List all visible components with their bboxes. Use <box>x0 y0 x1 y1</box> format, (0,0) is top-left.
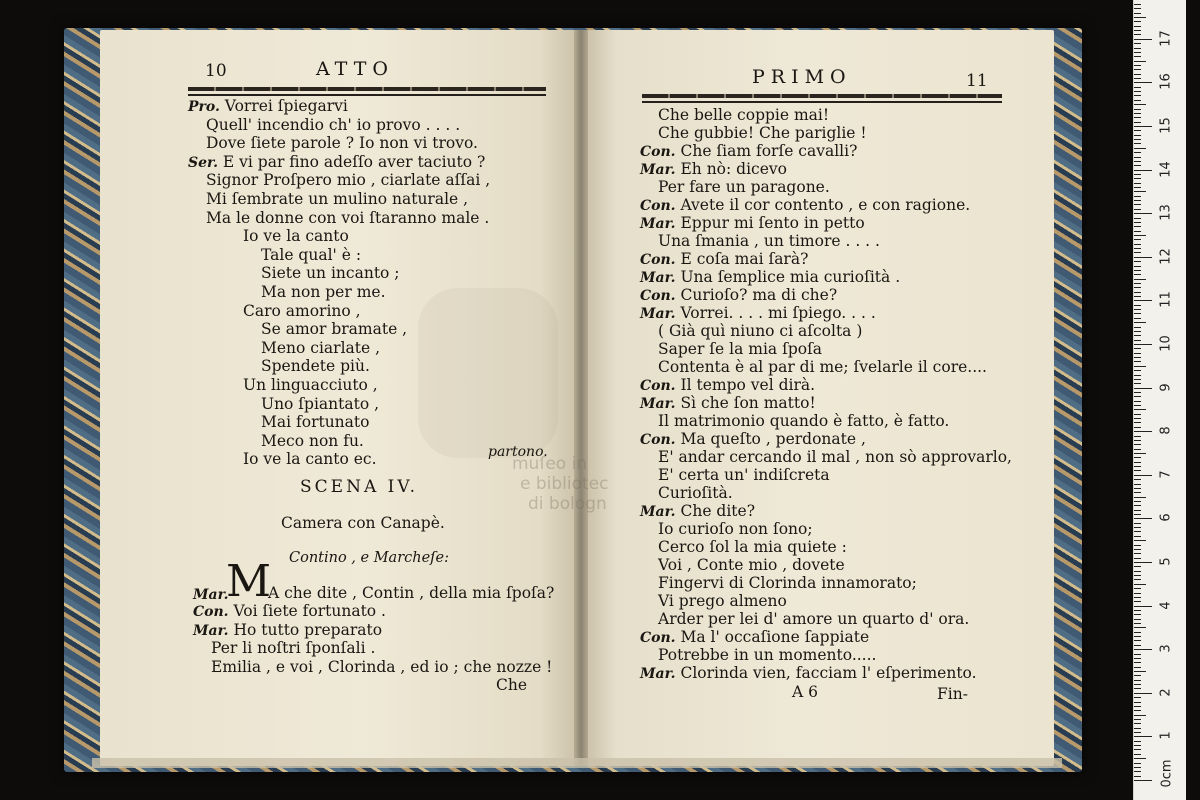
verse-line: Mar. Che dite? <box>640 502 756 520</box>
ruler-tick <box>1134 61 1146 62</box>
ruler-tick <box>1134 135 1141 136</box>
verse-line: Emilia , e voi , Clorinda , ed io ; che nozze ! <box>211 657 553 676</box>
scene-title: SCENA IV. <box>300 477 419 497</box>
ruler-tick <box>1134 518 1152 519</box>
verse-line: Tale qual' è : <box>261 245 362 264</box>
left-header-rule-2 <box>188 94 546 96</box>
speaker-label: Mar. <box>640 504 676 520</box>
ruler-tick <box>1134 279 1146 280</box>
verse-line: Per li noſtri ſponſali . <box>211 639 376 657</box>
ruler-label: 10 <box>1158 335 1174 352</box>
verse-line: Mi ſembrate un mulino naturale , <box>206 190 469 208</box>
ruler-tick <box>1134 196 1141 197</box>
ruler-tick <box>1134 702 1141 703</box>
ruler-tick <box>1134 335 1141 336</box>
ruler-tick <box>1134 466 1141 467</box>
ruler-label: 14 <box>1158 160 1174 178</box>
ruler-tick <box>1134 470 1141 471</box>
verse-line: Arder per lei d' amore un quarto d' ora. <box>658 610 970 628</box>
speaker-label: Con. <box>640 378 676 394</box>
ruler-tick <box>1134 165 1141 166</box>
ruler-tick <box>1134 514 1141 515</box>
ruler-tick <box>1134 283 1141 284</box>
verse-line: Ma non per me. <box>261 283 386 301</box>
ruler-tick <box>1134 409 1146 410</box>
ruler-tick <box>1134 693 1152 694</box>
page-edges <box>92 758 1062 768</box>
ruler-tick <box>1134 645 1141 646</box>
verse-line: Siete un incanto ; <box>261 264 400 283</box>
ruler-tick <box>1134 82 1152 83</box>
ruler-tick <box>1134 270 1141 271</box>
ruler-tick <box>1134 715 1146 716</box>
ruler-tick <box>1134 654 1141 655</box>
ruler-tick <box>1134 758 1146 759</box>
ruler-tick <box>1134 187 1141 188</box>
scene-setting: Camera con Canapè. <box>281 514 445 532</box>
verse-line: Ma le donne con voi ſtaranno male . <box>206 208 490 227</box>
ruler-tick <box>1134 161 1141 162</box>
ruler-tick <box>1134 126 1152 127</box>
ruler-tick <box>1134 619 1141 620</box>
ruler-tick <box>1134 170 1152 171</box>
verse-line: Fingervi di Clorinda innamorato; <box>658 574 917 592</box>
ruler-tick <box>1134 348 1141 349</box>
verse-line: Meco non fu. <box>261 431 364 450</box>
ruler-tick <box>1134 17 1146 18</box>
verse-line: Mar. Vorrei. . . . mi ſpiego. . . . <box>640 304 876 322</box>
ruler-tick <box>1134 261 1141 262</box>
verse-line: Il matrimonio quando è fatto, è fatto. <box>658 412 950 430</box>
ruler-tick <box>1134 623 1141 624</box>
verse-line: Con. Curioſo? ma di che? <box>640 286 838 304</box>
ruler-tick <box>1134 614 1141 615</box>
ruler-tick <box>1134 558 1141 559</box>
ruler-tick <box>1134 754 1141 755</box>
ruler-tick <box>1134 527 1141 528</box>
ruler-tick <box>1134 422 1141 423</box>
ruler-tick <box>1134 235 1146 236</box>
verse-line: Spendete più. <box>261 357 370 376</box>
ruler-tick <box>1134 436 1141 437</box>
ruler-tick <box>1134 640 1141 641</box>
ruler-tick <box>1134 109 1141 110</box>
ruler-tick <box>1134 56 1141 57</box>
ruler-tick <box>1134 209 1141 210</box>
ruler-tick <box>1134 497 1146 498</box>
verse-line: Caro amorino , <box>243 301 361 320</box>
signature-mark: A 6 <box>792 683 818 701</box>
ruler-tick <box>1134 444 1141 445</box>
ruler-tick <box>1134 662 1141 663</box>
speaker-label: Con. <box>640 288 676 304</box>
ruler-tick <box>1134 431 1152 432</box>
ruler-tick <box>1134 204 1141 205</box>
ruler-tick <box>1134 584 1146 585</box>
ruler-tick <box>1134 30 1141 31</box>
ruler-tick <box>1134 296 1141 297</box>
ruler-tick <box>1134 658 1141 659</box>
ruler-label: 6 <box>1158 513 1174 523</box>
ruler-tick <box>1134 440 1141 441</box>
speaker-label: Con. <box>640 144 676 160</box>
verse-line: Con. Ma queſto , perdonate , <box>640 430 866 448</box>
ruler-tick <box>1134 610 1141 611</box>
ruler-label: 2 <box>1158 688 1174 697</box>
ruler-tick <box>1134 309 1141 310</box>
ruler-tick <box>1134 87 1141 88</box>
ruler-tick <box>1134 675 1141 676</box>
ruler-tick <box>1134 65 1141 66</box>
ruler-tick <box>1134 684 1141 685</box>
speaker-label: Pro. <box>188 99 220 115</box>
ruler-tick <box>1134 719 1141 720</box>
ruler-tick <box>1134 579 1141 580</box>
speaker-label: Mar. <box>640 396 676 412</box>
ruler-tick <box>1134 357 1141 358</box>
ruler-tick <box>1134 505 1141 506</box>
ruler-tick <box>1134 174 1141 175</box>
left-page-number: 10 <box>205 61 227 81</box>
ruler-tick <box>1134 287 1141 288</box>
verse-line: Mar. Sì che ſon matto! <box>640 394 816 412</box>
ruler-tick <box>1134 148 1146 149</box>
ruler-tick <box>1134 4 1141 5</box>
ruler-tick <box>1134 69 1141 70</box>
verse-line: Un linguacciuto , <box>243 376 378 394</box>
verse-line: Mar. Ho tutto preparato <box>193 620 383 639</box>
ruler-tick <box>1134 627 1146 628</box>
ruler-tick <box>1134 418 1141 419</box>
watermark-text: muſeo in <box>512 454 588 474</box>
ruler-label: 11 <box>1158 291 1174 309</box>
verse-line: Mai fortunato <box>261 413 370 432</box>
ruler-tick <box>1134 300 1152 301</box>
ruler-tick <box>1134 48 1141 49</box>
verse-line: Vi prego almeno <box>658 592 787 610</box>
ruler-tick <box>1134 671 1146 672</box>
ruler-tick <box>1134 688 1141 689</box>
speaker-label: Mar. <box>640 270 676 286</box>
ruler-tick <box>1134 91 1141 92</box>
ruler-tick <box>1134 274 1141 275</box>
ruler-tick <box>1134 322 1146 323</box>
verse-line: Con. E coſa mai ſarà? <box>640 250 809 268</box>
verse-line: Se amor bramate , <box>261 320 408 339</box>
ruler-tick <box>1134 353 1141 354</box>
ruler-tick <box>1134 34 1141 35</box>
ruler-label: 8 <box>1158 426 1174 435</box>
ruler-label: 13 <box>1158 204 1174 221</box>
ruler-tick <box>1134 414 1141 415</box>
ruler-tick <box>1134 457 1141 458</box>
ruler-tick <box>1134 401 1141 402</box>
ruler-tick <box>1134 95 1141 96</box>
ruler-tick <box>1134 566 1141 567</box>
ruler-tick <box>1134 292 1141 293</box>
ruler-tick <box>1134 318 1141 319</box>
ruler-tick <box>1134 523 1141 524</box>
right-header-rule <box>642 94 1002 98</box>
verse-line: Quell' incendio ch' io provo . . . . <box>206 115 461 134</box>
speaker-label: Mar. <box>640 306 676 322</box>
verse-line: Che belle coppie mai! <box>658 106 830 124</box>
ruler-tick <box>1134 736 1152 737</box>
right-header-rule-2 <box>642 101 1002 103</box>
verse-line: Io ve la canto ec. <box>243 450 377 469</box>
right-catchword: Fin- <box>937 685 968 703</box>
ruler-label: 15 <box>1158 117 1174 134</box>
ruler-tick <box>1134 183 1141 184</box>
verse-line: Mar. Eh nò: dicevo <box>640 160 787 178</box>
measuring-ruler <box>1133 0 1186 800</box>
ruler-tick <box>1134 178 1141 179</box>
ruler-tick <box>1134 152 1141 153</box>
ruler-tick <box>1134 226 1141 227</box>
ruler-tick <box>1134 745 1141 746</box>
ruler-tick <box>1134 562 1152 563</box>
ruler-tick <box>1134 741 1141 742</box>
ruler-tick <box>1134 39 1152 40</box>
ruler-tick <box>1134 248 1141 249</box>
speaker-label: Con. <box>640 432 676 448</box>
scene-characters: Contino , e Marcheſe: <box>289 550 450 566</box>
ruler-tick <box>1134 479 1141 480</box>
ruler-tick <box>1134 732 1141 733</box>
speaker-label: Con. <box>640 252 676 268</box>
ruler-tick <box>1134 632 1141 633</box>
ruler-tick <box>1134 396 1141 397</box>
verse-line: E' andar cercando il mal , non sò approvarlo, <box>658 448 1012 466</box>
library-watermark <box>418 288 558 458</box>
ruler-tick <box>1134 462 1141 463</box>
ruler-tick <box>1134 771 1141 772</box>
speaker-label: Mar. <box>640 666 676 682</box>
ruler-tick <box>1134 667 1141 668</box>
speaker-label: Con. <box>193 604 229 620</box>
ruler-tick <box>1134 74 1141 75</box>
ruler-tick <box>1134 549 1141 550</box>
ruler-label: 12 <box>1158 248 1174 265</box>
speaker-label: Con. <box>640 630 676 646</box>
verse-line: Meno ciarlate , <box>261 338 381 357</box>
ruler-tick <box>1134 191 1146 192</box>
ruler-tick <box>1134 366 1146 367</box>
ruler-tick <box>1134 536 1141 537</box>
ruler-tick <box>1134 545 1141 546</box>
right-page-number: 11 <box>966 71 988 91</box>
ruler-tick <box>1134 379 1141 380</box>
ruler-tick <box>1134 104 1146 105</box>
ruler-tick <box>1134 449 1141 450</box>
ruler-label: 17 <box>1158 30 1174 47</box>
ruler-tick <box>1134 244 1141 245</box>
ruler-tick <box>1134 636 1141 637</box>
verse-line: Mar. Una ſemplice mia curioſità . <box>640 268 901 286</box>
left-header-rule <box>188 87 546 91</box>
right-running-header: PRIMO <box>752 66 852 88</box>
speaker-label: Ser. <box>188 154 218 171</box>
ruler-tick <box>1134 122 1141 123</box>
ruler-tick <box>1134 453 1146 454</box>
left-catchword: Che <box>496 676 528 694</box>
watermark-text: di bologn <box>528 494 607 514</box>
ruler-tick <box>1134 710 1141 711</box>
verse-line: Cerco ſol la mia quiete : <box>658 538 847 556</box>
verse-line: Signor Proſpero mio , ciarlate aſſai , <box>206 171 491 190</box>
ruler-tick <box>1134 305 1141 306</box>
ruler-tick <box>1134 43 1141 44</box>
ruler-tick <box>1134 780 1152 781</box>
ruler-tick <box>1134 728 1141 729</box>
ruler-tick <box>1134 427 1141 428</box>
ruler-tick <box>1134 200 1141 201</box>
ruler-tick <box>1134 344 1152 345</box>
verse-line: Voi , Conte mio , dovete <box>658 556 845 574</box>
speaker-label: Con. <box>640 198 676 214</box>
ruler-tick <box>1134 767 1141 768</box>
verse-line: Per fare un paragone. <box>658 178 830 196</box>
ruler-tick <box>1134 388 1152 389</box>
ruler-tick <box>1134 405 1141 406</box>
verse-line: Io ve la canto <box>243 227 349 246</box>
verse-line: E' certa un' indiſcreta <box>658 466 830 484</box>
ruler-tick <box>1134 361 1141 362</box>
verse-line: Una ſmania , un timore . . . . <box>658 232 880 250</box>
ruler-tick <box>1134 78 1141 79</box>
ruler-tick <box>1134 392 1141 393</box>
ruler-tick <box>1134 601 1141 602</box>
ruler-tick <box>1134 143 1141 144</box>
verse-line: Uno ſpiantato , <box>261 394 380 413</box>
stage-direction-partono: partono. <box>488 444 548 460</box>
ruler-tick <box>1134 331 1141 332</box>
ruler-tick <box>1134 266 1141 267</box>
ruler-tick <box>1134 697 1141 698</box>
ruler-tick <box>1134 252 1141 253</box>
ruler-tick <box>1134 213 1152 214</box>
speaker-label: Mar. <box>640 162 676 178</box>
verse-line: Con. Ma l' occaſione ſappiate <box>640 628 870 646</box>
speaker-label: Mar. <box>640 216 676 232</box>
ruler-tick <box>1134 257 1152 258</box>
ruler-tick <box>1134 571 1141 572</box>
verse-line: Pro. Vorrei ſpiegarvi <box>188 97 348 115</box>
ruler-label: 3 <box>1158 644 1174 653</box>
ruler-tick <box>1134 222 1141 223</box>
verse-line: Potrebbe in un momento..... <box>658 646 877 664</box>
ruler-tick <box>1134 553 1141 554</box>
verse-line: Con. Voi ſiete fortunato . <box>193 602 386 620</box>
ruler-unit: 0cm <box>1159 759 1175 788</box>
ruler-tick <box>1134 531 1141 532</box>
ruler-tick <box>1134 488 1141 489</box>
verse-line: Con. Che ſiam forſe cavalli? <box>640 142 858 160</box>
ruler-tick <box>1134 510 1141 511</box>
ruler-tick <box>1134 375 1141 376</box>
ruler-tick <box>1134 13 1141 14</box>
ruler-label: 4 <box>1158 600 1174 610</box>
ruler-tick <box>1134 501 1141 502</box>
drop-capital: M <box>226 556 272 607</box>
ruler-tick <box>1134 597 1141 598</box>
ruler-tick <box>1134 327 1141 328</box>
dropcap-line: A che dite , Contin , della mia ſpoſa? <box>268 584 555 602</box>
ruler-tick <box>1134 340 1141 341</box>
ruler-label: 7 <box>1158 470 1174 479</box>
ruler-tick <box>1134 100 1141 101</box>
verse-line: Mar. Eppur mi ſento in petto <box>640 214 865 232</box>
verse-line: Mar. Clorinda vien, facciam l' eſperimento. <box>640 664 977 682</box>
verse-line: Che gubbie! Che pariglie ! <box>658 124 867 142</box>
ruler-tick <box>1134 113 1141 114</box>
ruler-tick <box>1134 763 1141 764</box>
verse-line: Ser. E vi par fino adeſſo aver taciuto ? <box>188 152 486 171</box>
ruler-tick <box>1134 21 1141 22</box>
ruler-label: 1 <box>1158 731 1174 741</box>
ruler-tick <box>1134 130 1141 131</box>
ruler-tick <box>1134 26 1141 27</box>
ruler-tick <box>1134 680 1141 681</box>
ruler-tick <box>1134 8 1141 9</box>
ruler-tick <box>1134 231 1141 232</box>
ruler-tick <box>1134 313 1141 314</box>
verse-line: Con. Il tempo vel dirà. <box>640 376 816 394</box>
ruler-tick <box>1134 723 1141 724</box>
ruler-tick <box>1134 706 1141 707</box>
ruler-tick <box>1134 139 1141 140</box>
ruler-tick <box>1134 484 1141 485</box>
ruler-tick <box>1134 383 1141 384</box>
ruler-tick <box>1134 475 1152 476</box>
verse-line: Io curioſo non ſono; <box>658 520 813 538</box>
ruler-tick <box>1134 117 1141 118</box>
watermark-text: e bibliotec <box>520 474 609 494</box>
ruler-tick <box>1134 370 1141 371</box>
verse-line: Dove ſiete parole ? Io non vi trovo. <box>206 134 478 153</box>
ruler-tick <box>1134 575 1141 576</box>
ruler-tick <box>1134 218 1141 219</box>
ruler-label: 16 <box>1158 73 1174 91</box>
dropcap-speaker: Mar. <box>193 587 229 603</box>
speaker-label: Mar. <box>193 622 229 639</box>
ruler-tick <box>1134 492 1141 493</box>
ruler-tick <box>1134 749 1141 750</box>
verse-line: Saper ſe la mia ſpoſa <box>658 340 823 358</box>
left-running-header: ATTO <box>316 58 394 80</box>
ruler-tick <box>1134 239 1141 240</box>
verse-line: ( Già quì niuno ci aſcolta ) <box>658 322 863 340</box>
verse-line: Con. Avete il cor contento , e con ragione. <box>640 196 971 214</box>
ruler-tick <box>1134 540 1146 541</box>
ruler-tick <box>1134 776 1141 777</box>
ruler-label: 5 <box>1158 557 1174 566</box>
ruler-tick <box>1134 606 1152 607</box>
ruler-tick <box>1134 588 1141 589</box>
ruler-tick <box>1134 52 1141 53</box>
ruler-tick <box>1134 593 1141 594</box>
ruler-label: 9 <box>1158 382 1174 392</box>
verse-line: Contenta è al par di me; ſvelarle il core.... <box>658 358 987 376</box>
ruler-tick <box>1134 649 1152 650</box>
ruler-tick <box>1134 157 1141 158</box>
verse-line: Curioſità. <box>658 484 733 502</box>
book-gutter <box>574 30 588 766</box>
